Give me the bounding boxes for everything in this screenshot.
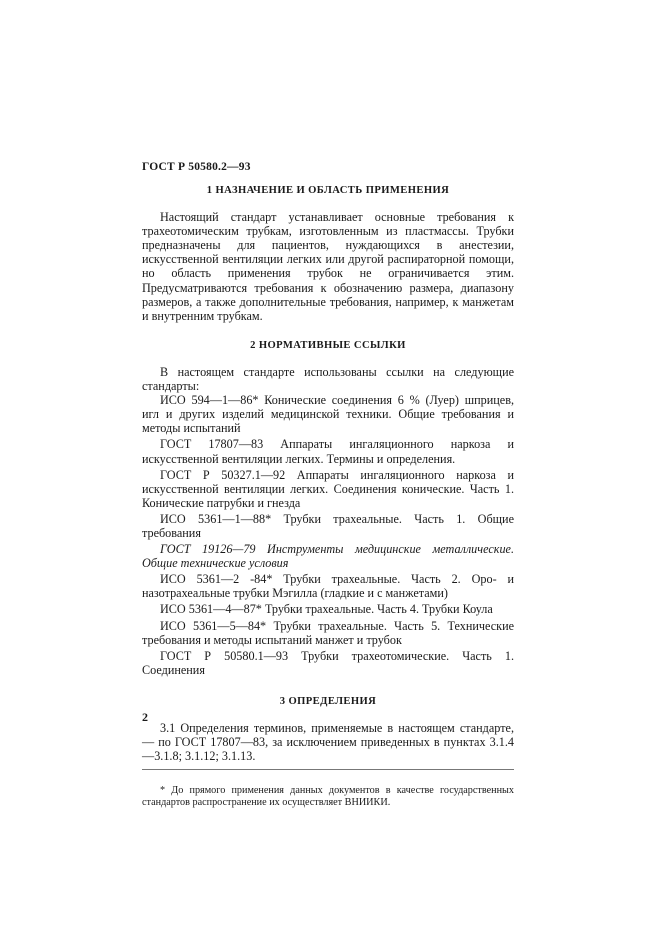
document-header: ГОСТ Р 50580.2—93 [142,161,251,173]
reference-item: ГОСТ 19126—79 Инструменты медицинские металлические. Общие технические условия [142,542,514,571]
page-number: 2 [142,710,148,724]
reference-item: ГОСТ 17807—83 Аппараты ингаляционного наркоза и искусственной вентиляции легких. Термины и определения. [142,437,514,466]
reference-item: ГОСТ Р 50580.1—93 Трубки трахеотомические. Часть 1. Соединения [142,648,514,677]
reference-item: ИСО 594—1—86* Конические соединения 6 % (Луер) шприцев, игл и других изделий медицинской техники. Общие требования и методы испытаний [142,393,514,436]
section-1-text: Настоящий стандарт устанавливает основные требования к трахеотомическим трубкам, изготовленным из пластмассы. Трубки предназначены для пациентов, нуждающихся в анестезии, искусственной вентиляции легких или другой распираторной помощи, но область применения трубок не ограничивается этим. Предусматриваются требования к обозначению размера, диапазону размеров, а также дополнительные требования, например, к манжетам и внутренним трубкам. [142,210,514,323]
footnote: * До прямого применения данных документов в качестве государственных стандартов распространение их осуществляет ВНИИКИ. [142,785,514,809]
section-3-text: 3.1 Определения терминов, применяемые в настоящем стандарте, — по ГОСТ 17807—83, за исключением приведенных в пунктах 3.1.4—3.1.8; 3.1.12; 3.1.13. [142,721,514,764]
references-list [142,393,514,677]
section-2-intro: В настоящем стандарте использованы ссылки на следующие стандарты: [142,364,514,394]
reference-item: ИСО 5361—1—88* Трубки трахеальные. Часть 1. Общие требования [142,511,514,540]
reference-item: ГОСТ Р 50327.1—92 Аппараты ингаляционного наркоза и искусственной вентиляции легких. Соединения конические. Часть 1. Конические патрубки и гнезда [142,467,514,510]
reference-item: ИСО 5361—2 -84* Трубки трахеальные. Часть 2. Оро- и назотрахеальные трубки Мэгилла (гладкие и с манжетами) [142,572,514,601]
section-1-title: 1 НАЗНАЧЕНИЕ И ОБЛАСТЬ ПРИМЕНЕНИЯ [206,185,450,196]
document-page [142,160,514,819]
section-3-title: 3 ОПРЕДЕЛЕНИЯ [279,695,377,707]
reference-item: ИСО 5361—4—87* Трубки трахеальные. Часть 4. Трубки Коула [160,602,493,617]
reference-item: ИСО 5361—5—84* Трубки трахеальные. Часть 5. Технические требования и методы испытаний манжет и трубок [142,618,514,647]
section-2-title: 2 НОРМАТИВНЫЕ ССЫЛКИ [250,339,406,351]
footnote-divider [142,769,514,770]
